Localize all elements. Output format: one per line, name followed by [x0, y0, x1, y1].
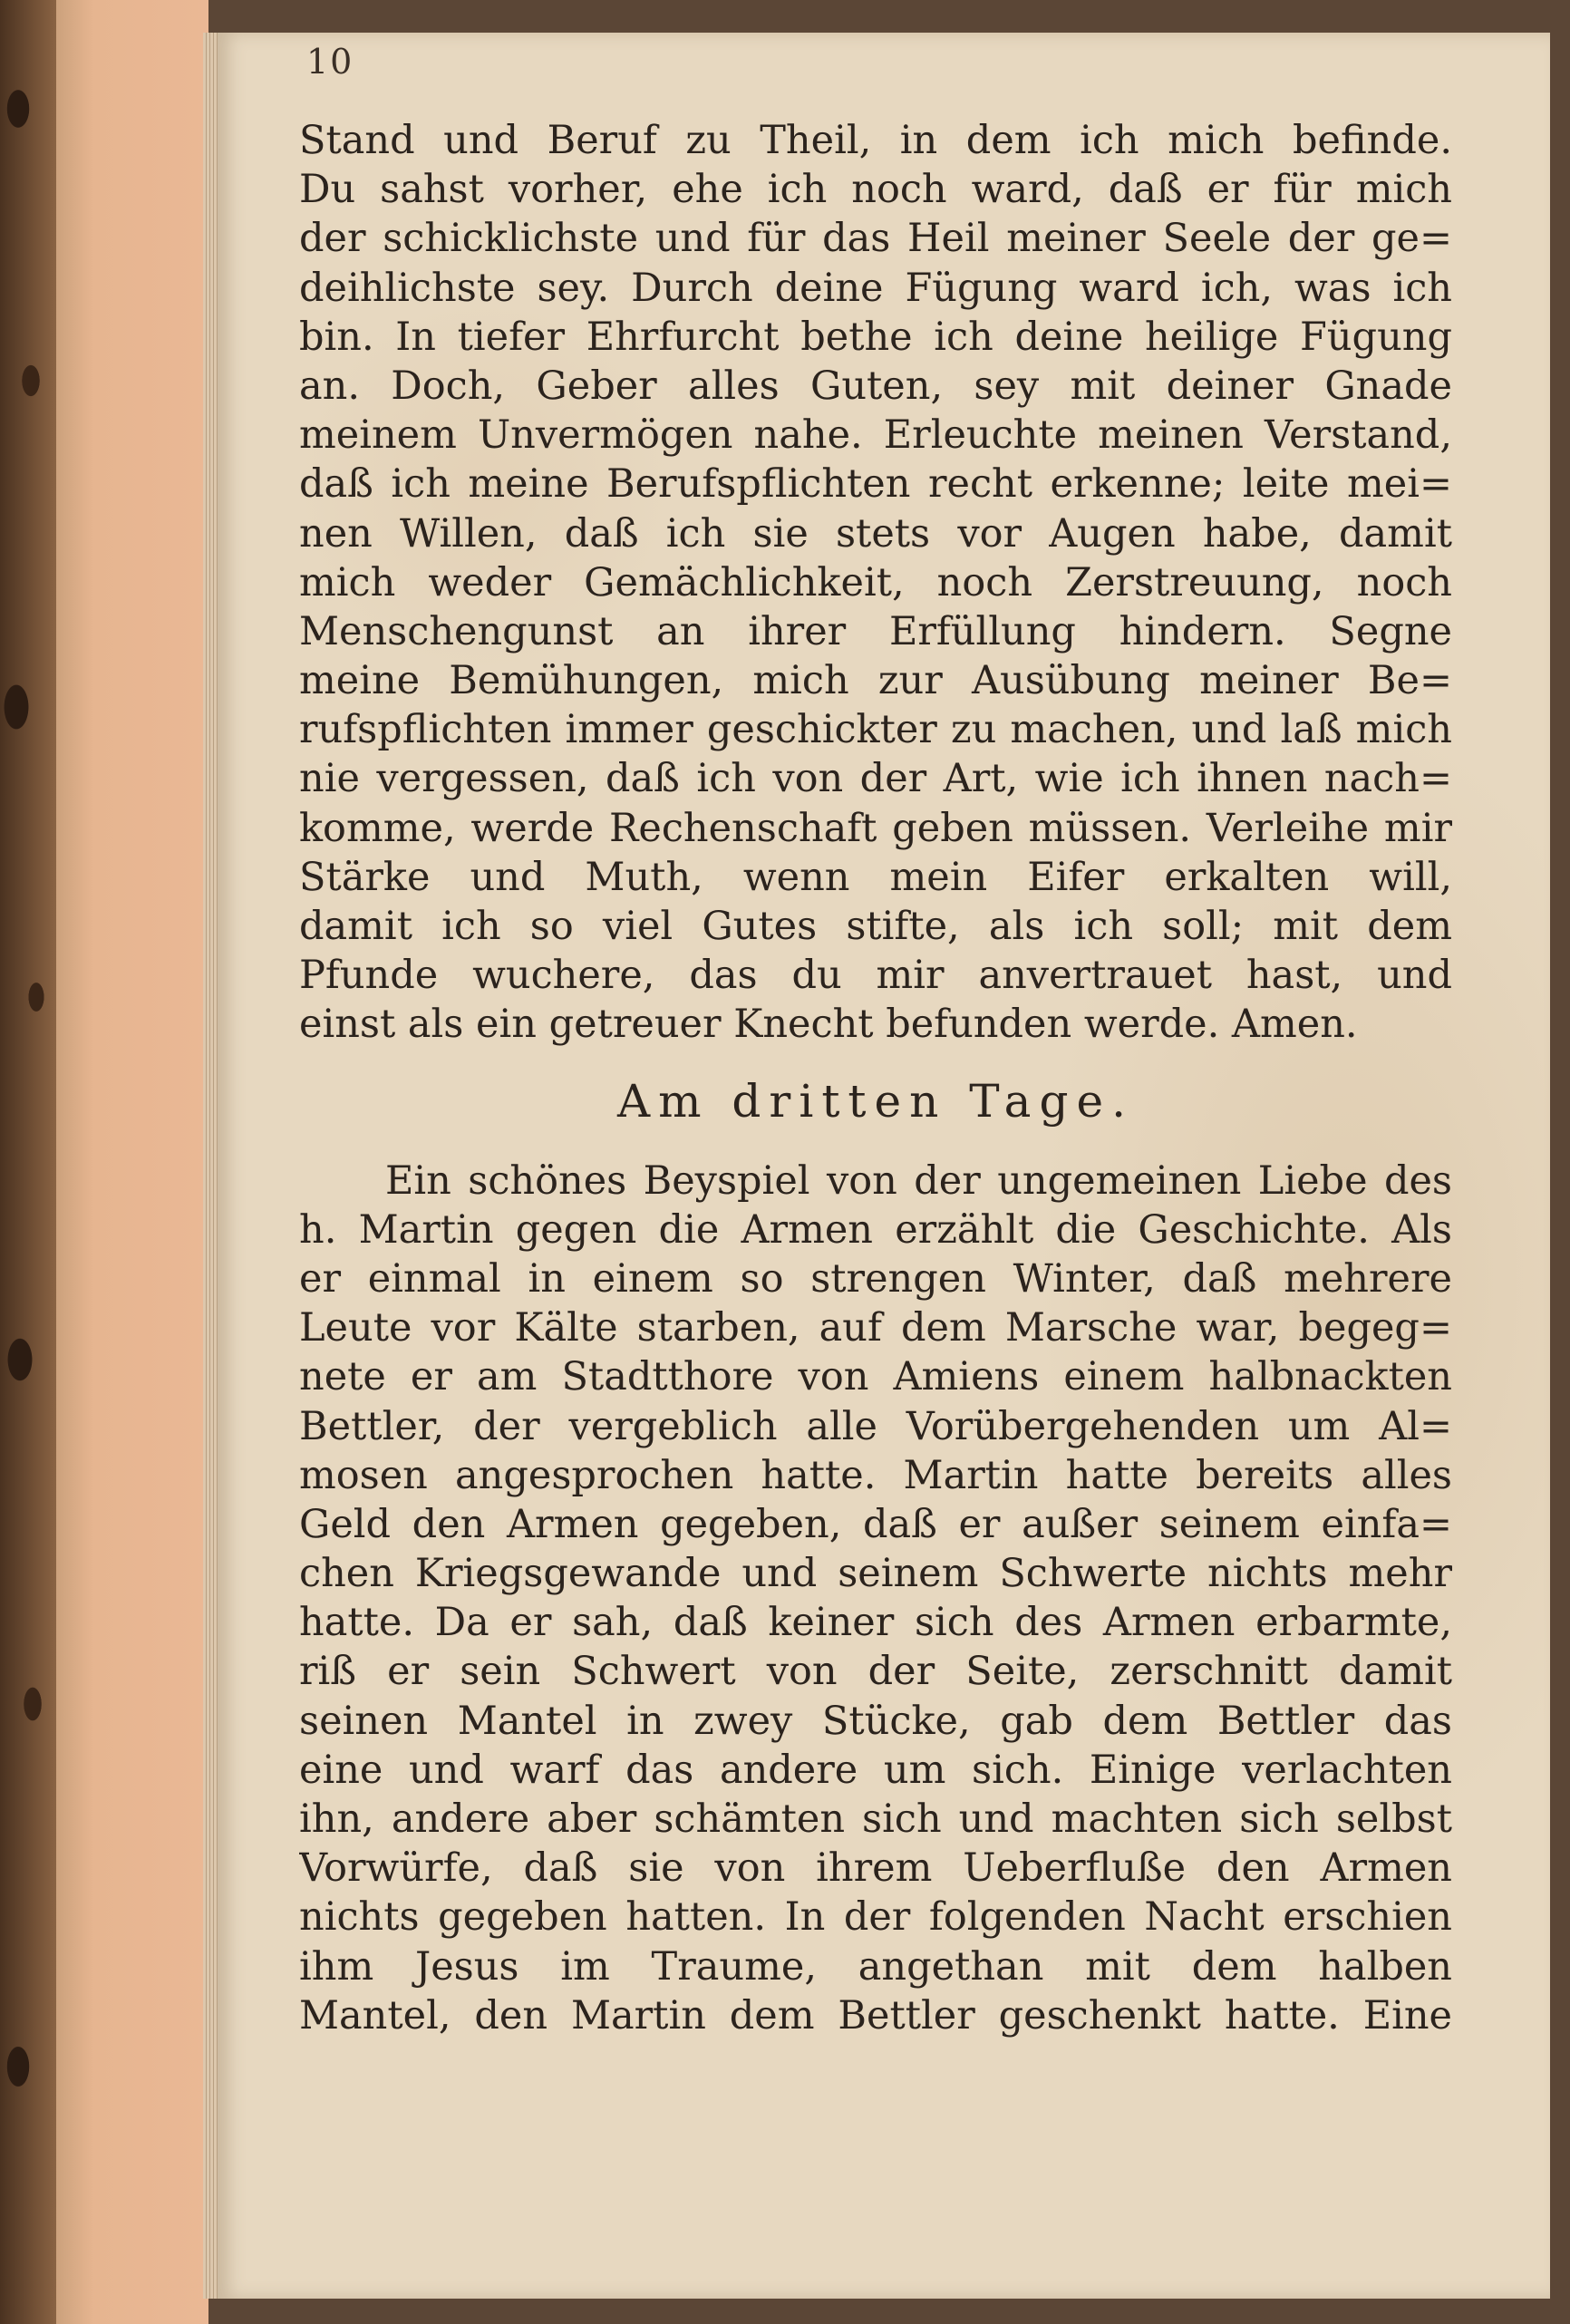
text-line: daß ich meine Berufspflichten recht erkenne; leite mei=	[299, 461, 1452, 508]
text-line: Vorwürfe, daß sie von ihrem Ueberfluße den Armen	[299, 1845, 1452, 1892]
paragraph-2	[299, 1157, 1452, 2040]
section-heading: Am dritten Tage.	[617, 1074, 1134, 1128]
text-line: chen Kriegsgewande und seinem Schwerte nichts mehr	[299, 1551, 1452, 1597]
text-line: nen Willen, daß ich sie stets vor Augen habe, damit	[299, 510, 1452, 557]
text-line: Geld den Armen gegeben, daß er außer seinem einfa=	[299, 1501, 1452, 1547]
text-line: nichts gegeben hatten. In der folgenden Nacht erschien	[299, 1894, 1452, 1941]
text-line: Stand und Beruf zu Theil, in dem ich mich befinde.	[299, 118, 1452, 163]
text-line: bin. In tiefer Ehrfurcht bethe ich deine heilige Fügung	[299, 314, 1452, 360]
text-line: rufspflichten immer geschickter zu machen, und laß mich	[299, 707, 1452, 753]
paragraph-1	[299, 116, 1452, 1050]
text-line: seinen Mantel in zwey Stücke, gab dem Bettler das	[299, 1698, 1452, 1744]
text-line: meine Bemühungen, mich zur Ausübung meiner Be=	[299, 658, 1452, 704]
text-line: deihlichste sey. Durch deine Fügung ward ich, was ich	[299, 265, 1452, 311]
text-line: Pfunde wuchere, das du mir anvertrauet hast, und	[299, 953, 1452, 999]
text-line: mosen angesprochen hatte. Martin hatte bereits alles	[299, 1452, 1452, 1498]
text-line: einst als ein getreuer Knecht befunden werde. Amen.	[299, 1002, 1358, 1048]
text-line: ihm Jesus im Traume, angethan mit dem halben	[299, 1943, 1452, 1990]
marbled-spine	[0, 0, 56, 2324]
text-line: meinem Unvermögen nahe. Erleuchte meinen Verstand,	[299, 412, 1452, 459]
text-line: an. Doch, Geber alles Guten, sey mit deiner Gnade	[299, 363, 1452, 409]
text-line: er einmal in einem so strengen Winter, daß mehrere	[299, 1255, 1452, 1302]
text-line: ihn, andere aber schämten sich und machten sich selbst	[299, 1796, 1452, 1842]
text-line: Mantel, den Martin dem Bettler geschenkt hatte. Eine	[299, 1992, 1452, 2038]
text-line: h. Martin gegen die Armen erzählt die Geschichte. Als	[299, 1206, 1452, 1253]
text-line: Du sahst vorher, ehe ich noch ward, daß er für mich	[299, 167, 1452, 213]
text-line: Stärke und Muth, wenn mein Eifer erkalten will,	[299, 854, 1452, 900]
text-line: Bettler, der vergeblich alle Vorübergehenden um Al=	[299, 1403, 1452, 1449]
page-text	[299, 116, 1452, 2040]
book-cover-board	[0, 0, 208, 2324]
text-line: Ein schönes Beyspiel von der ungemeinen Liebe des	[385, 1157, 1452, 1204]
text-line: Leute vor Kälte starben, auf dem Marsche war, begeg=	[299, 1305, 1452, 1351]
text-line: mich weder Gemächlichkeit, noch Zerstreuung, noch	[299, 559, 1452, 605]
text-line: damit ich so viel Gutes stifte, als ich soll; mit dem	[299, 904, 1452, 949]
text-line: hatte. Da er sah, daß keiner sich des Armen erbarmte,	[299, 1600, 1452, 1646]
page-number: 10	[306, 42, 354, 82]
text-line: riß er sein Schwert von der Seite, zerschnitt damit	[299, 1649, 1452, 1695]
text-line: eine und warf das andere um sich. Einige verlachten	[299, 1747, 1452, 1793]
text-line: der schicklichste und für das Heil meiner Seele der ge=	[299, 216, 1452, 262]
text-line: nete er am Stadtthore von Amiens einem halbnackten	[299, 1354, 1452, 1400]
text-line: nie vergessen, daß ich von der Art, wie ich ihnen nach=	[299, 756, 1452, 802]
text-line: komme, werde Rechenschaft geben müssen. Verleihe mir	[299, 805, 1452, 851]
text-line: Menschengunst an ihrer Erfüllung hindern. Segne	[299, 608, 1452, 654]
